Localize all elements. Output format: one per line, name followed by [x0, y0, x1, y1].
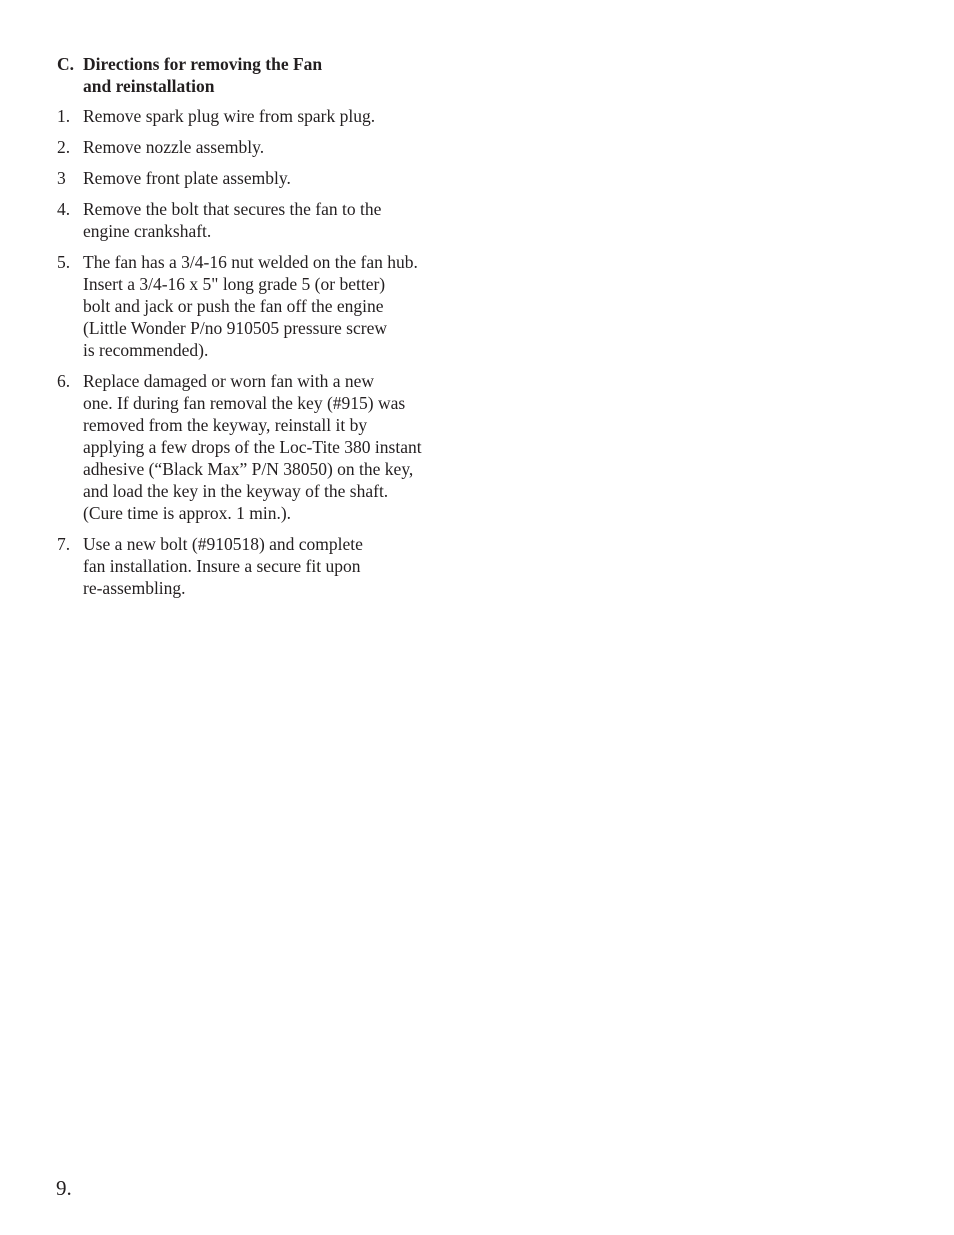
step-number: 2.: [57, 137, 71, 157]
section-title: [83, 53, 457, 97]
page-number: 9.: [56, 1176, 72, 1200]
step-number: 5.: [57, 252, 71, 272]
step-number: 4.: [57, 199, 71, 219]
step-line: is recommended).: [83, 340, 209, 360]
step-line: (Cure time is approx. 1 min.).: [83, 503, 292, 523]
step-7: [57, 533, 457, 599]
step-6: [57, 370, 457, 524]
step-text: [83, 136, 457, 158]
step-text: [83, 105, 457, 127]
section-marker: C.: [57, 54, 75, 74]
section-title-line: Directions for removing the Fan: [83, 54, 323, 74]
step-text: [83, 251, 457, 361]
step-line: Remove front plate assembly.: [83, 168, 291, 188]
step-4: [57, 198, 457, 242]
step-line: Use a new bolt (#910518) and complete: [83, 534, 363, 554]
section-heading: [57, 53, 457, 97]
step-line: Remove the bolt that secures the fan to the: [83, 199, 382, 219]
step-text: [83, 370, 457, 524]
step-number: 3: [57, 168, 66, 188]
step-text: [83, 198, 457, 242]
step-text: [83, 167, 457, 189]
step-number: 1.: [57, 106, 71, 126]
step-line: Remove spark plug wire from spark plug.: [83, 106, 376, 126]
step-3: [57, 167, 457, 189]
step-line: The fan has a 3/4-16 nut welded on the fan hub.: [83, 252, 418, 272]
step-line: removed from the keyway, reinstall it by: [83, 415, 368, 435]
step-line: Remove nozzle assembly.: [83, 137, 265, 157]
step-text: [83, 533, 457, 599]
step-line: Insert a 3/4-16 x 5" long grade 5 (or better): [83, 274, 386, 294]
step-line: engine crankshaft.: [83, 221, 212, 241]
step-line: bolt and jack or push the fan off the engine: [83, 296, 384, 316]
step-number: 6.: [57, 371, 71, 391]
step-line: re-assembling.: [83, 578, 186, 598]
step-line: one. If during fan removal the key (#915) was: [83, 393, 406, 413]
step-number: 7.: [57, 534, 71, 554]
step-5: [57, 251, 457, 361]
step-line: applying a few drops of the Loc-Tite 380 instant: [83, 437, 422, 457]
section-title-line: and reinstallation: [83, 76, 215, 96]
step-line: adhesive (“Black Max” P/N 38050) on the key,: [83, 459, 414, 479]
step-line: (Little Wonder P/no 910505 pressure screw: [83, 318, 387, 338]
step-1: [57, 105, 457, 127]
step-line: fan installation. Insure a secure fit upon: [83, 556, 361, 576]
step-line: Replace damaged or worn fan with a new: [83, 371, 375, 391]
step-line: and load the key in the keyway of the shaft.: [83, 481, 389, 501]
step-2: [57, 136, 457, 158]
directions-section: [57, 53, 457, 608]
